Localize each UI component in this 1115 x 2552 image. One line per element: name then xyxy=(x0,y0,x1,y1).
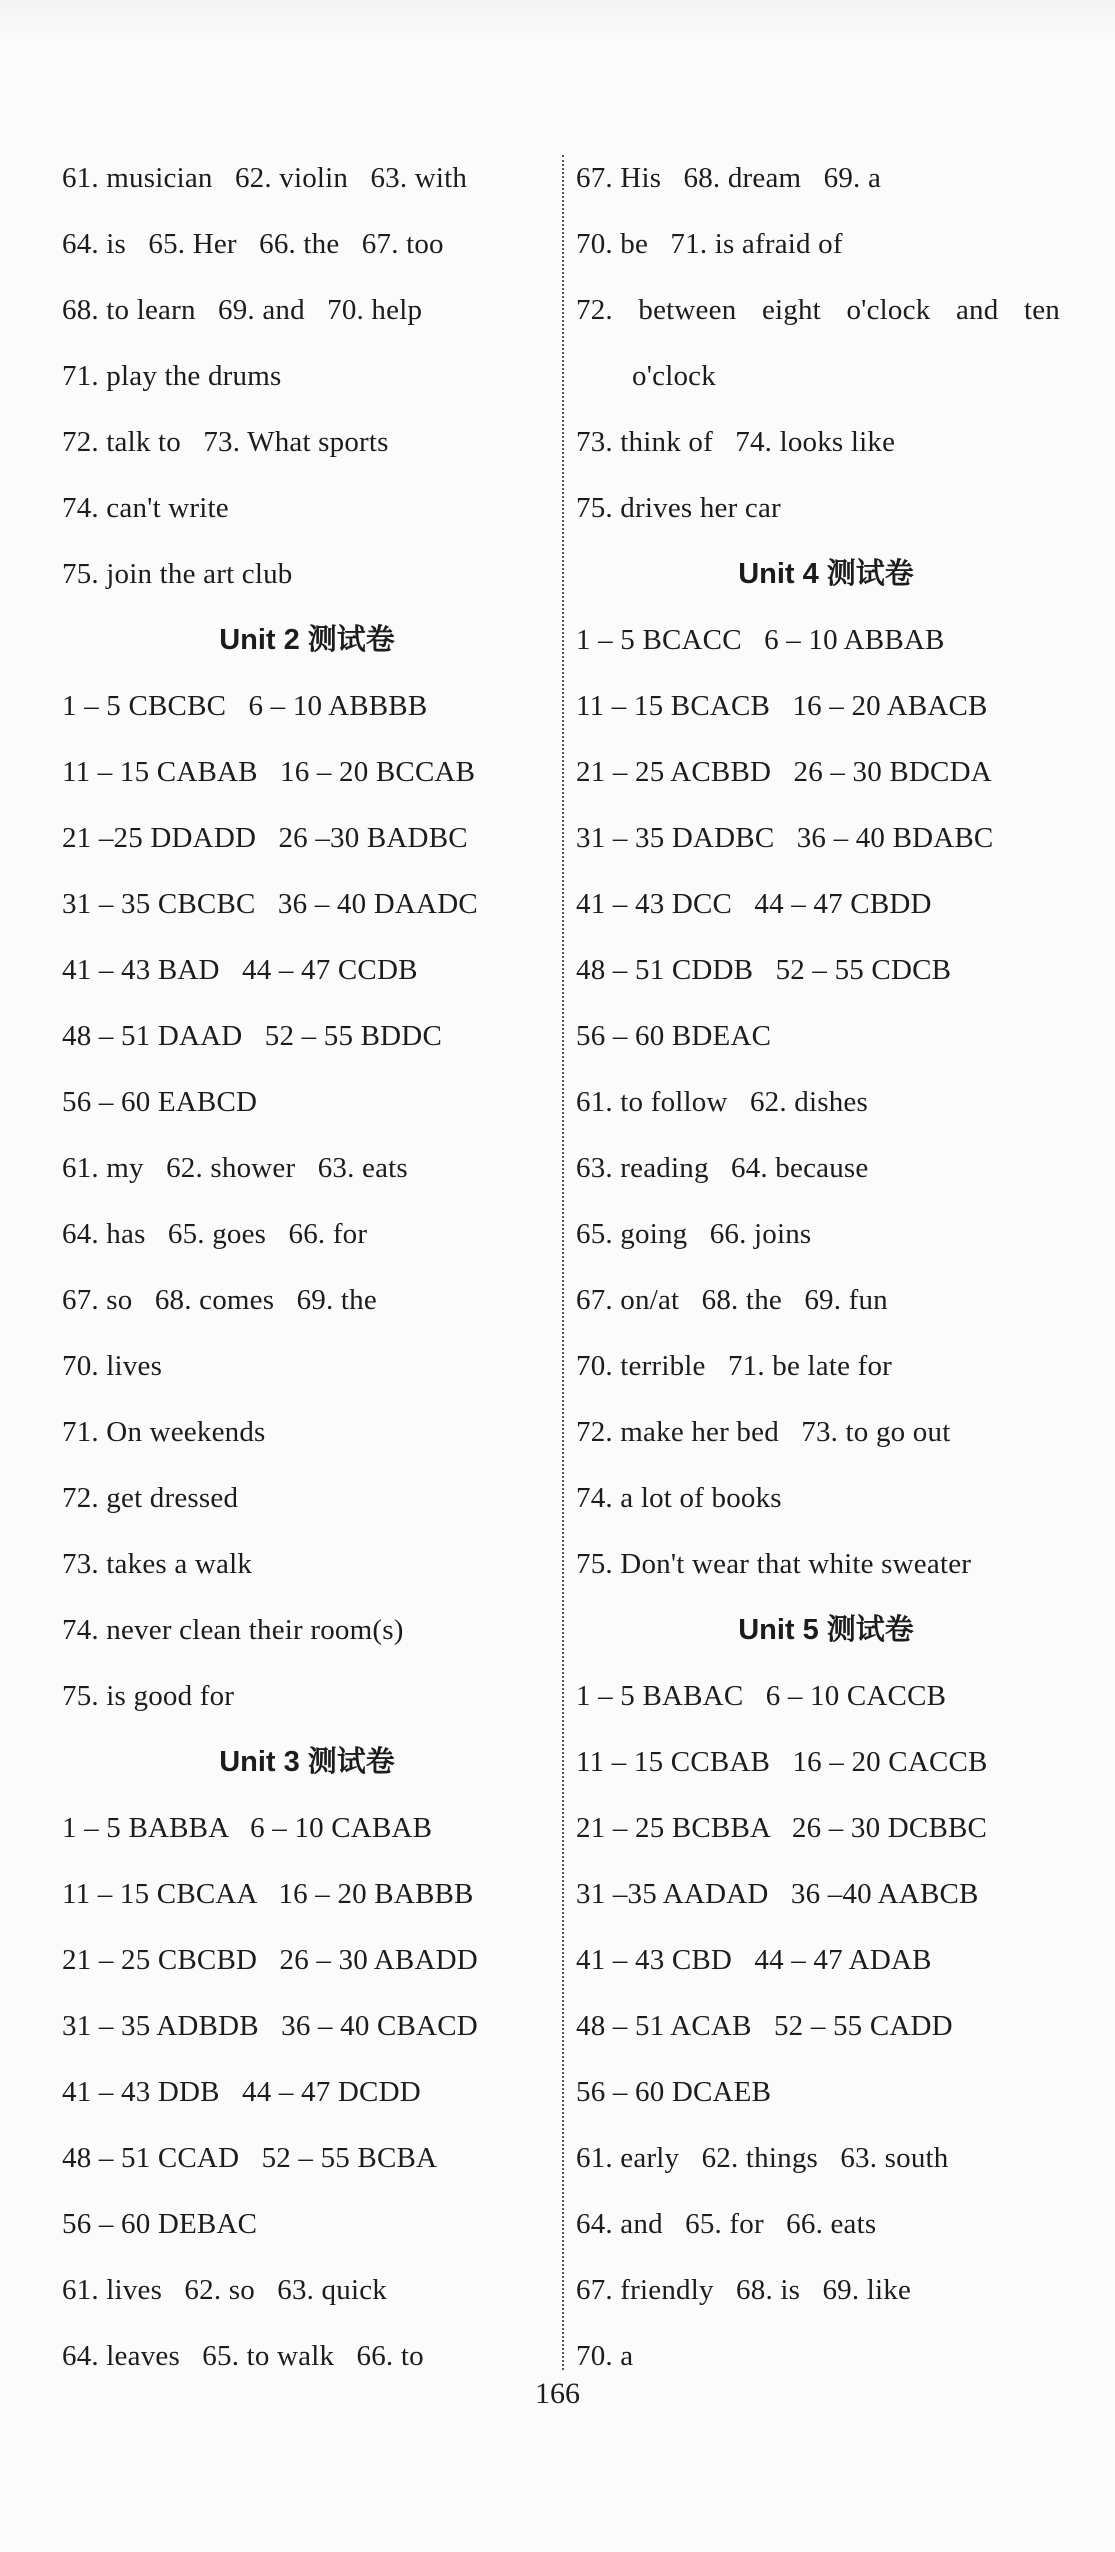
answer-line-continuation: o'clock xyxy=(632,360,716,392)
answer-line: 1 – 5 BCACC 6 – 10 ABBAB xyxy=(576,624,945,656)
answer-line: 61. musician 62. violin 63. with xyxy=(62,162,468,194)
answer-line: 67. so 68. comes 69. the xyxy=(62,1284,377,1316)
answer-line: 71. play the drums xyxy=(62,360,282,392)
answer-line: 48 – 51 CDDB 52 – 55 CDCB xyxy=(576,954,952,986)
answer-line: 11 – 15 CABAB 16 – 20 BCCAB xyxy=(62,756,476,788)
answer-line: 56 – 60 EABCD xyxy=(62,1086,258,1118)
section-heading: Unit 4 测试卷 xyxy=(738,558,914,590)
answer-line: 41 – 43 DCC 44 – 47 CBDD xyxy=(576,888,932,920)
answer-line: 64. is 65. Her 66. the 67. too xyxy=(62,228,444,260)
answer-line: 11 – 15 CBCAA 16 – 20 BABBB xyxy=(62,1878,474,1910)
answer-line: 71. On weekends xyxy=(62,1416,266,1448)
answer-line: 61. early 62. things 63. south xyxy=(576,2142,949,2174)
answer-line: 70. lives xyxy=(62,1350,163,1382)
page-number: 166 xyxy=(535,2377,580,2410)
answer-line: 31 – 35 CBCBC 36 – 40 DAADC xyxy=(62,888,478,920)
answer-line: 11 – 15 CCBAB 16 – 20 CACCB xyxy=(576,1746,988,1778)
answer-word: between xyxy=(638,294,737,326)
answer-line: 11 – 15 BCACB 16 – 20 ABACB xyxy=(576,690,988,722)
answer-line: 41 – 43 DDB 44 – 47 DCDD xyxy=(62,2076,421,2108)
answer-line: 73. takes a walk xyxy=(62,1548,253,1580)
answer-line: 70. terrible 71. be late for xyxy=(576,1350,893,1382)
answer-line: 72. make her bed 73. to go out xyxy=(576,1416,951,1448)
answer-line: 31 –35 AADAD 36 –40 AABCB xyxy=(576,1878,979,1910)
answer-line: 72. talk to 73. What sports xyxy=(62,426,389,458)
answer-line: 74. can't write xyxy=(62,492,229,524)
answer-line: 73. think of 74. looks like xyxy=(576,426,896,458)
answer-line: 1 – 5 CBCBC 6 – 10 ABBBB xyxy=(62,690,428,722)
answer-line: 75. is good for xyxy=(62,1680,235,1712)
answer-line: 64. and 65. for 66. eats xyxy=(576,2208,877,2240)
answer-line: 65. going 66. joins xyxy=(576,1218,812,1250)
answer-line: 75. drives her car xyxy=(576,492,781,524)
answer-line: 63. reading 64. because xyxy=(576,1152,869,1184)
answer-line: 74. never clean their room(s) xyxy=(62,1614,404,1646)
answer-line: 31 – 35 DADBC 36 – 40 BDABC xyxy=(576,822,994,854)
answer-line: 21 –25 DDADD 26 –30 BADBC xyxy=(62,822,468,854)
answer-word: ten xyxy=(1023,294,1060,326)
answer-line: 31 – 35 ADBDB 36 – 40 CBACD xyxy=(62,2010,478,2042)
answer-line xyxy=(576,277,1060,343)
answer-line: 56 – 60 BDEAC xyxy=(576,1020,772,1052)
answer-line: 1 – 5 BABAC 6 – 10 CACCB xyxy=(576,1680,947,1712)
answer-word: o'clock xyxy=(846,294,931,326)
answer-line: 67. friendly 68. is 69. like xyxy=(576,2274,912,2306)
answer-line: 61. to follow 62. dishes xyxy=(576,1086,868,1118)
answer-line: 68. to learn 69. and 70. help xyxy=(62,294,423,326)
answer-line: 48 – 51 ACAB 52 – 55 CADD xyxy=(576,2010,953,2042)
section-heading: Unit 3 测试卷 xyxy=(219,1746,395,1778)
answer-line: 74. a lot of books xyxy=(576,1482,782,1514)
answer-line: 67. on/at 68. the 69. fun xyxy=(576,1284,888,1316)
answer-word: 72. xyxy=(576,294,613,326)
answer-line: 48 – 51 DAAD 52 – 55 BDDC xyxy=(62,1020,442,1052)
answer-line: 61. lives 62. so 63. quick xyxy=(62,2274,387,2306)
answer-line: 70. a xyxy=(576,2340,634,2372)
section-heading: Unit 2 测试卷 xyxy=(219,624,395,656)
answer-line: 72. get dressed xyxy=(62,1482,239,1514)
answer-line: 75. Don't wear that white sweater xyxy=(576,1548,972,1580)
answer-line: 48 – 51 CCAD 52 – 55 BCBA xyxy=(62,2142,438,2174)
answer-line: 64. has 65. goes 66. for xyxy=(62,1218,368,1250)
answer-line: 75. join the art club xyxy=(62,558,293,590)
section-heading: Unit 5 测试卷 xyxy=(738,1614,914,1646)
answer-line: 56 – 60 DCAEB xyxy=(576,2076,772,2108)
left-column xyxy=(62,145,552,2389)
answer-line: 67. His 68. dream 69. a xyxy=(576,162,882,194)
answer-word: eight xyxy=(761,294,821,326)
right-column xyxy=(576,145,1076,2389)
answer-line: 56 – 60 DEBAC xyxy=(62,2208,258,2240)
answer-line: 21 – 25 BCBBA 26 – 30 DCBBC xyxy=(576,1812,988,1844)
answer-line: 41 – 43 BAD 44 – 47 CCDB xyxy=(62,954,418,986)
answer-line: 21 – 25 CBCBD 26 – 30 ABADD xyxy=(62,1944,478,1976)
column-divider xyxy=(562,155,564,2370)
answer-word: and xyxy=(955,294,999,326)
answer-line: 21 – 25 ACBBD 26 – 30 BDCDA xyxy=(576,756,992,788)
answer-line: 70. be 71. is afraid of xyxy=(576,228,843,260)
answer-line: 61. my 62. shower 63. eats xyxy=(62,1152,408,1184)
answer-line: 41 – 43 CBD 44 – 47 ADAB xyxy=(576,1944,932,1976)
answer-line: 1 – 5 BABBA 6 – 10 CABAB xyxy=(62,1812,433,1844)
answer-line: 64. leaves 65. to walk 66. to xyxy=(62,2340,424,2372)
